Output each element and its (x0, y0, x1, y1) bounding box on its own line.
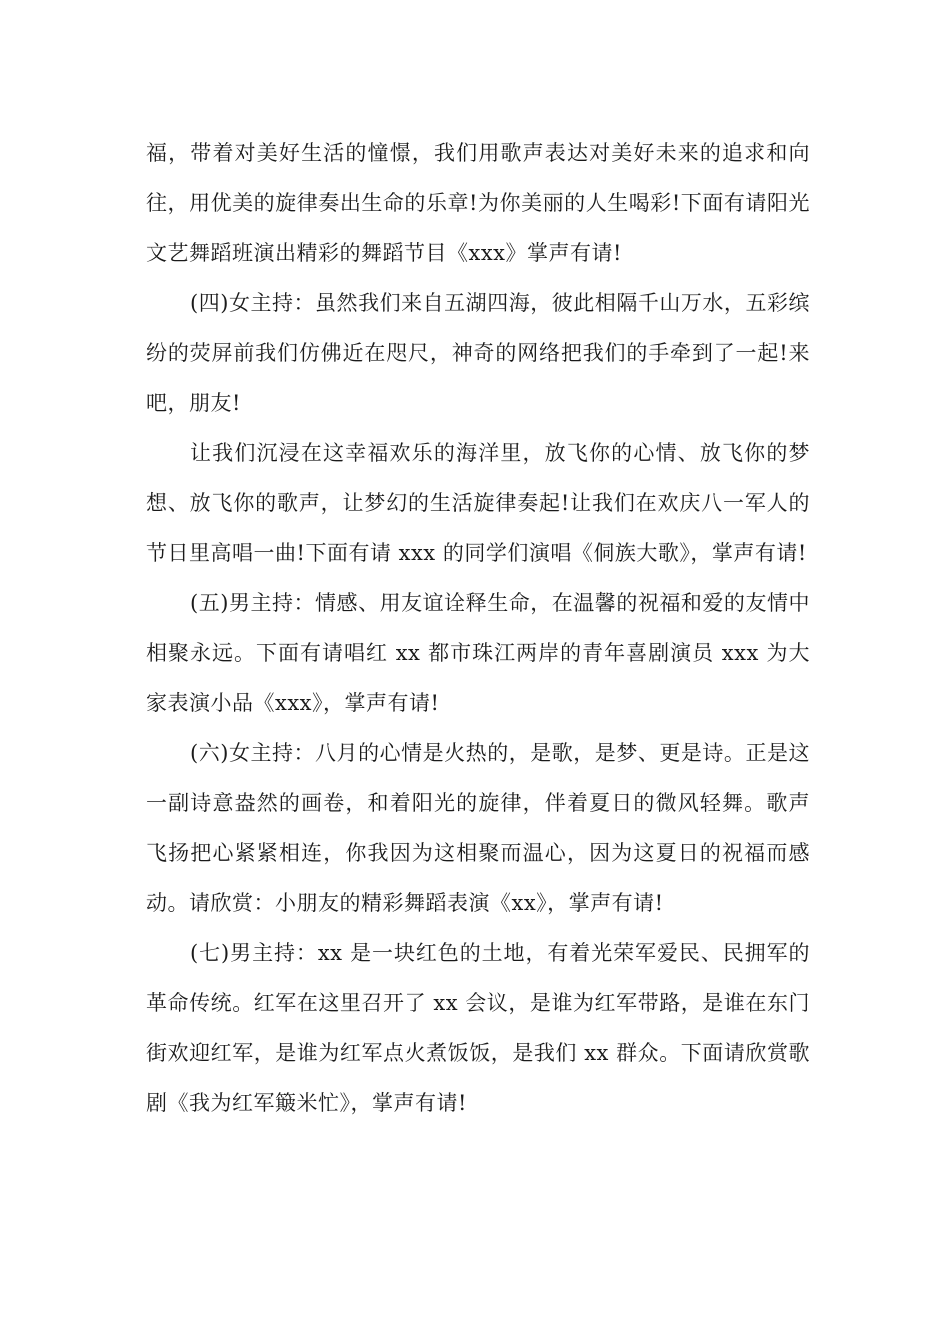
paragraph-host-7: (七)男主持：xx 是一块红色的土地，有着光荣军爱民、民拥军的革命传统。红军在这里召开了 xx 会议，是谁为红军带路，是谁在东门街欢迎红军，是谁为红军点火煮饭饭，是我们 xx 群众。下面请欣赏歌剧《我为红军簸米忙》，掌声有请! (146, 941, 810, 1115)
paragraph-host-6: (六)女主持：八月的心情是火热的，是歌，是梦、更是诗。正是这一副诗意盎然的画卷，和着阳光的旋律，伴着夏日的微风轻舞。歌声飞扬把心紧紧相连，你我因为这相聚而温心，因为这夏日的祝福而感动。请欣赏：小朋友的精彩舞蹈表演《xx》，掌声有请! (146, 741, 810, 915)
paragraph-host-4: (四)女主持：虽然我们来自五湖四海，彼此相隔千山万水，五彩缤纷的荧屏前我们仿佛近在咫尺，神奇的网络把我们的手牵到了一起!来吧，朋友! (146, 291, 810, 415)
paragraph-host-4-continued: 让我们沉浸在这幸福欢乐的海洋里，放飞你的心情、放飞你的梦想、放飞你的歌声，让梦幻的生活旋律奏起!让我们在欢庆八一军人的节日里高唱一曲!下面有请 xxx 的同学们演唱《侗族大歌》，掌声有请! (146, 441, 810, 565)
paragraph-continuation: 福，带着对美好生活的憧憬，我们用歌声表达对美好未来的追求和向往，用优美的旋律奏出生命的乐章!为你美丽的人生喝彩!下面有请阳光文艺舞蹈班演出精彩的舞蹈节目《xxx》掌声有请! (146, 141, 810, 265)
paragraph-host-5: (五)男主持：情感、用友谊诠释生命，在温馨的祝福和爱的友情中相聚永远。下面有请唱红 xx 都市珠江两岸的青年喜剧演员 xxx 为大家表演小品《xxx》，掌声有请! (146, 591, 810, 715)
document-body (146, 128, 810, 1128)
